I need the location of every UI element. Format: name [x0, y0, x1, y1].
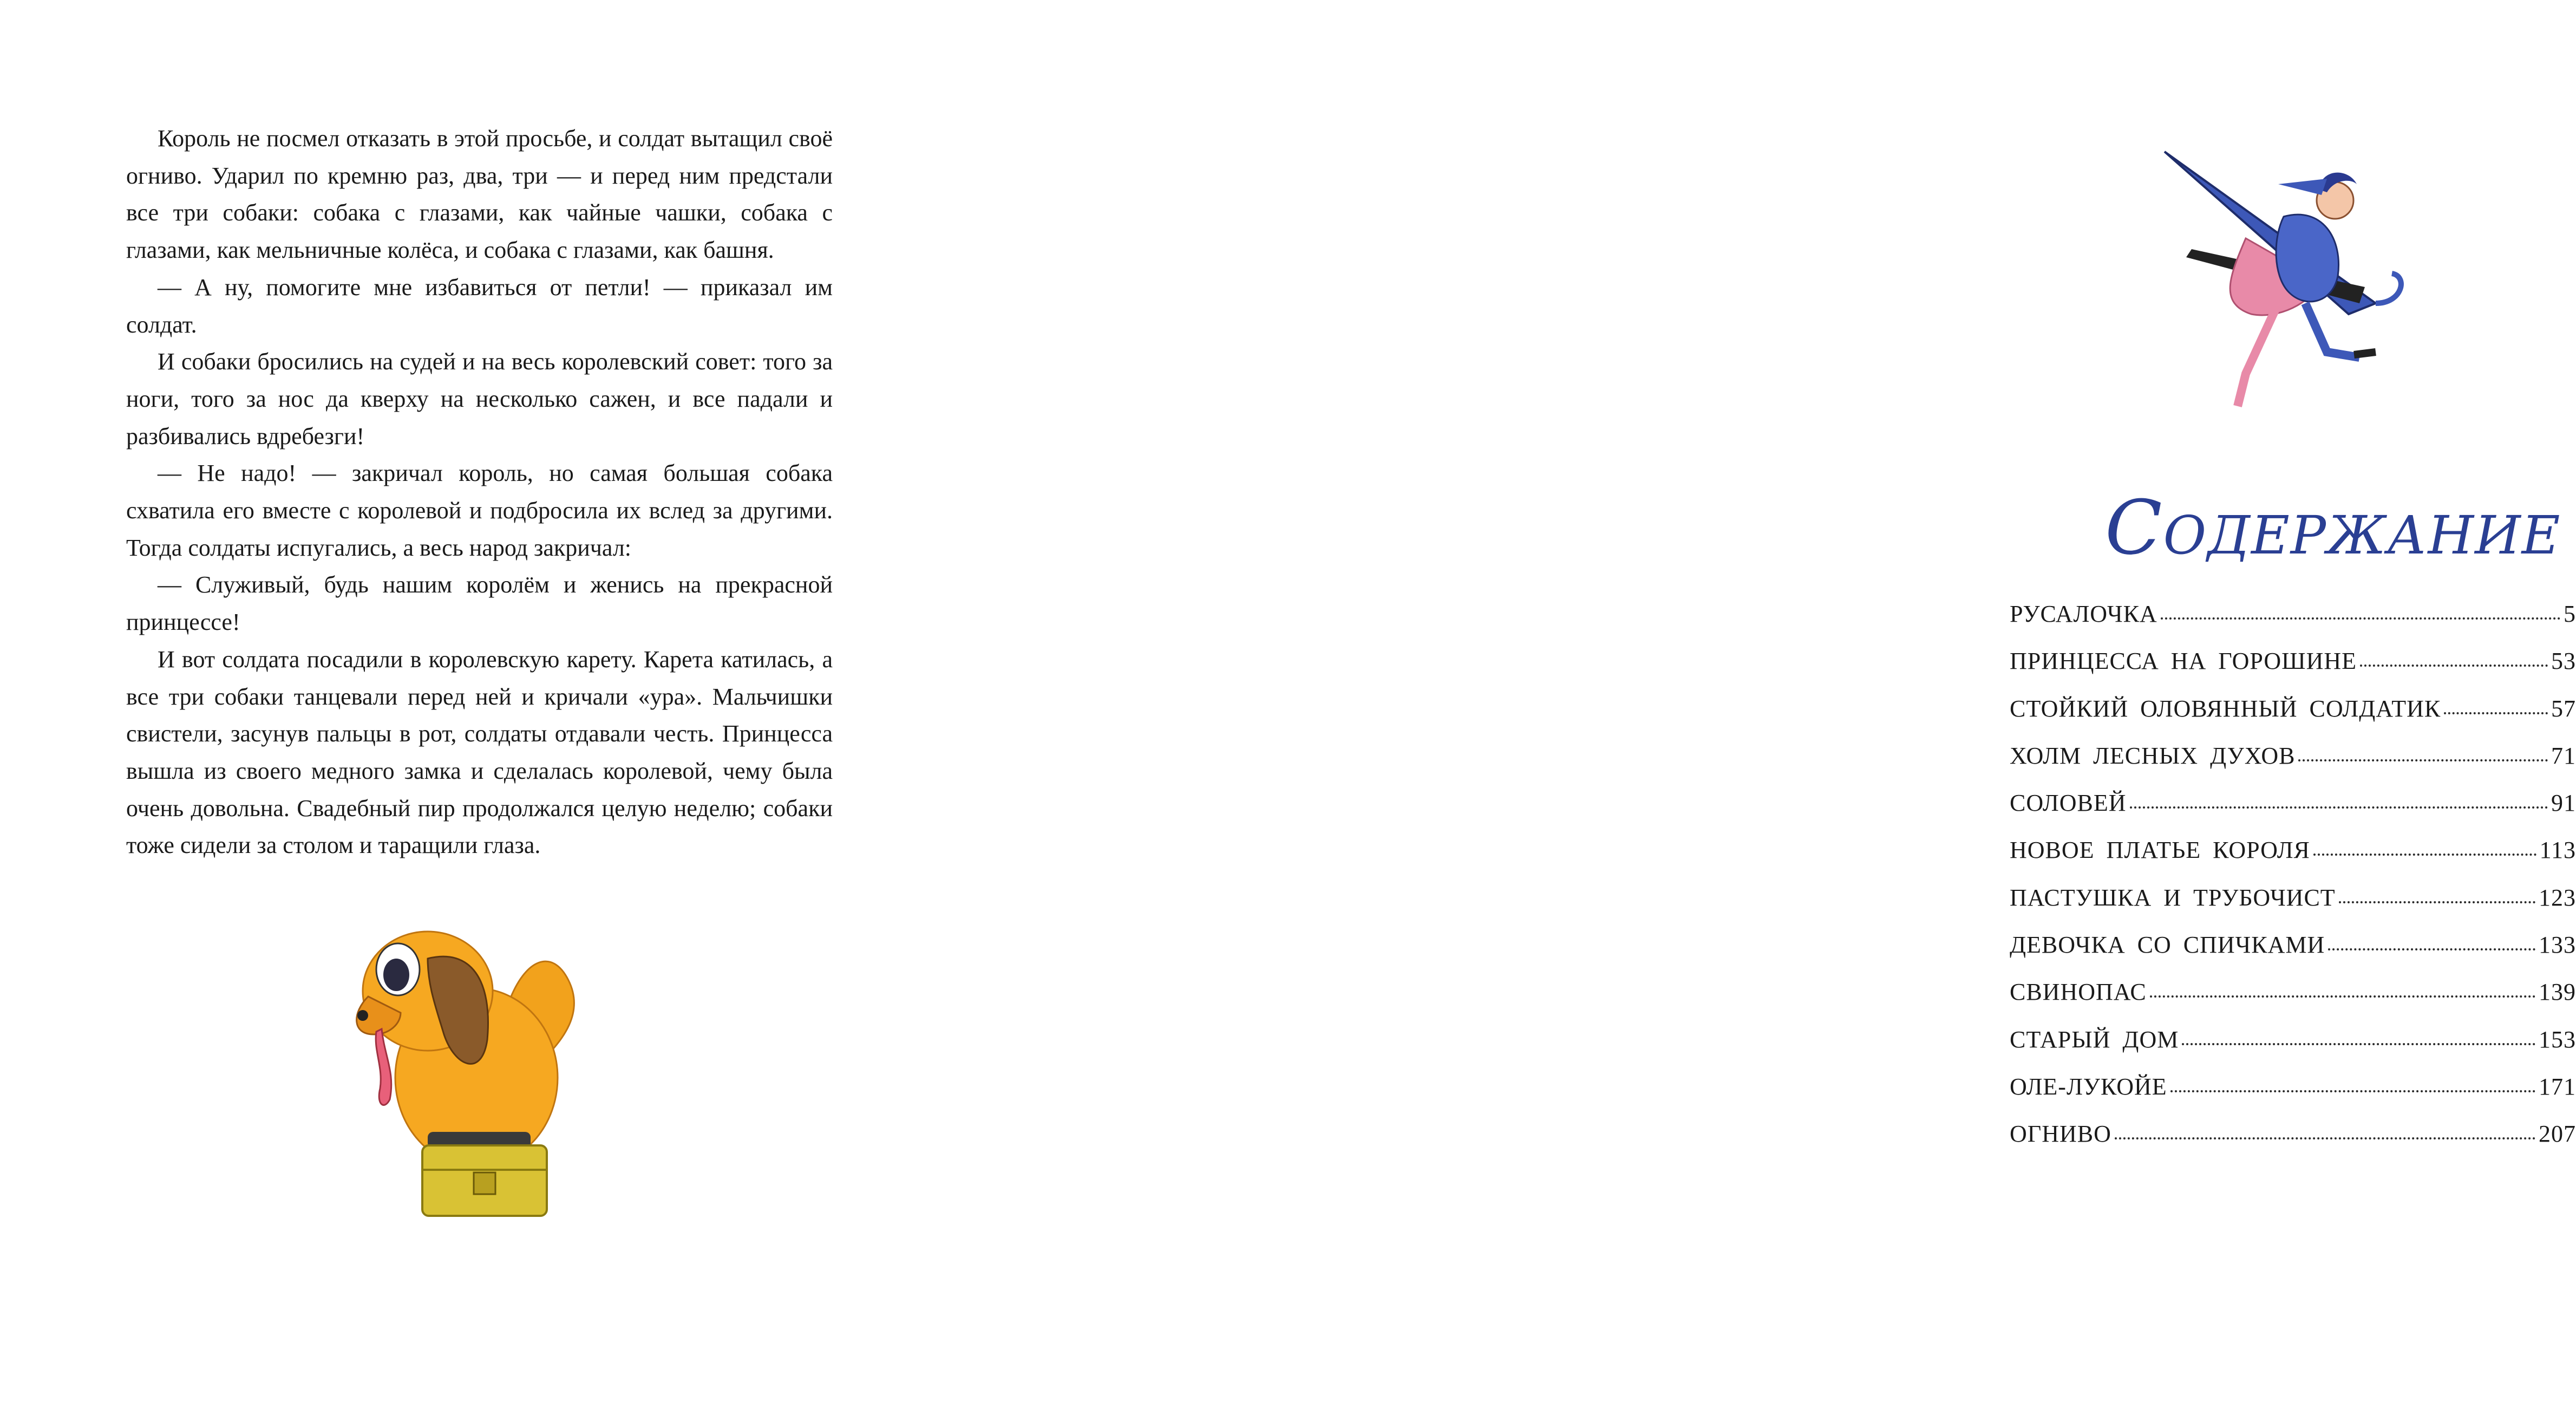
toc-entry[interactable] — [2010, 779, 2576, 826]
story-text — [126, 120, 833, 864]
toc-entry-title: СТОЙКИЙ ОЛОВЯННЫЙ СОЛДАТИК — [2010, 695, 2441, 722]
toc-entry-page: 5 — [2564, 601, 2576, 627]
toc-entry-page: 207 — [2539, 1121, 2576, 1148]
toc-entry[interactable] — [2010, 1063, 2576, 1110]
paragraph: И собаки бросились на судей и на весь королевский совет: того за ноги, того за нос да кверху на несколько сажен, и все падали и разбивались вдребезги! — [126, 348, 833, 450]
toc-entry-page: 139 — [2539, 979, 2576, 1006]
toc-entry[interactable] — [2010, 874, 2576, 921]
left-page — [0, 0, 914, 1420]
toc-leader — [2298, 759, 2548, 761]
toc-entry[interactable] — [2010, 968, 2576, 1015]
toc-heading: Содержание — [2105, 484, 2561, 571]
toc-entry-title: ОЛЕ-ЛУКОЙЕ — [2010, 1073, 2167, 1100]
toc-leader — [2313, 854, 2536, 856]
toc-entry-page: 123 — [2539, 884, 2576, 911]
toc-entry-title: СОЛОВЕЙ — [2010, 790, 2127, 817]
toc-leader — [2182, 1043, 2535, 1045]
toc-entry-title: РУСАЛОЧКА — [2010, 601, 2157, 627]
toc-entry-title: ДЕВОЧКА СО СПИЧКАМИ — [2010, 932, 2325, 959]
toc-entry[interactable] — [2010, 590, 2576, 637]
toc-entry[interactable] — [2010, 1016, 2576, 1063]
toc-entry-title: ХОЛМ ЛЕСНЫХ ДУХОВ — [2010, 742, 2296, 769]
toc-entry[interactable] — [2010, 826, 2576, 874]
toc-leader — [2115, 1137, 2535, 1139]
toc-entry-page: 113 — [2539, 837, 2576, 864]
dog-on-chest-illustration — [346, 899, 596, 1224]
table-of-contents — [2010, 590, 2576, 1158]
toc-leader — [2339, 901, 2535, 903]
toc-entry[interactable] — [2010, 685, 2576, 732]
toc-entry-title: ПАСТУШКА И ТРУБОЧИСТ — [2010, 884, 2336, 911]
toc-entry-title: НОВОЕ ПЛАТЬЕ КОРОЛЯ — [2010, 837, 2310, 864]
toc-entry-page: 91 — [2551, 790, 2576, 817]
paragraph: — Служивый, будь нашим королём и женись на прекрасной принцессе! — [126, 571, 833, 636]
toc-leader — [2360, 665, 2548, 667]
toc-leader — [2150, 995, 2535, 998]
paragraph: И вот солдата посадили в королевскую карету. Карета катилась, а все три собаки танцевали перед ней и кричали «ура». Мальчишки свистели, засунув пальцы в рот, солдаты отдавали честь. Принцесса вышла из своего медного замка и сделалась королевой, чему была очень довольна. Свадебный пир продолжался целую неделю; собаки тоже сидели за столом и таращили глаза. — [126, 646, 833, 859]
toc-leader — [2170, 1090, 2535, 1092]
toc-entry[interactable] — [2010, 732, 2576, 779]
toc-entry-title: СТАРЫЙ ДОМ — [2010, 1026, 2179, 1053]
toc-entry[interactable] — [2010, 1110, 2576, 1157]
toc-entry-title: СВИНОПАС — [2010, 979, 2147, 1006]
toc-entry[interactable] — [2010, 637, 2576, 685]
toc-leader — [2444, 712, 2548, 714]
toc-entry-page: 171 — [2539, 1073, 2576, 1100]
right-page — [914, 0, 2576, 1420]
toc-entry[interactable] — [2010, 921, 2576, 968]
toc-entry-page: 57 — [2551, 695, 2576, 722]
paragraph: — Не надо! — закричал король, но самая большая собака схватила его вместе с королевой и подбросила их вслед за другими. Тогда солдаты испугались, а весь народ закричал: — [126, 460, 833, 561]
toc-leader — [2161, 617, 2560, 620]
toc-entry-page: 71 — [2551, 742, 2576, 769]
toc-entry-title: ПРИНЦЕССА НА ГОРОШИНЕ — [2010, 648, 2357, 675]
toc-leader — [2130, 806, 2548, 809]
toc-entry-page: 53 — [2551, 648, 2576, 675]
paragraph: Король не посмел отказать в этой просьбе, и солдат вытащил своё огниво. Ударил по кремню раз, два, три — и перед ним предстали все три собаки: собака с глазами, как чайные чашки, собака с глазами, как мельничные колёса, и собака с глазами, как башня. — [126, 125, 833, 264]
toc-leader — [2328, 948, 2535, 950]
toc-entry-title: ОГНИВО — [2010, 1121, 2111, 1148]
paragraph: — А ну, помогите мне избавиться от петли! — приказал им солдат. — [126, 273, 833, 338]
toc-entry-page: 133 — [2539, 932, 2576, 959]
umbrella-man-illustration — [2148, 141, 2451, 422]
toc-entry-page: 153 — [2539, 1026, 2576, 1053]
